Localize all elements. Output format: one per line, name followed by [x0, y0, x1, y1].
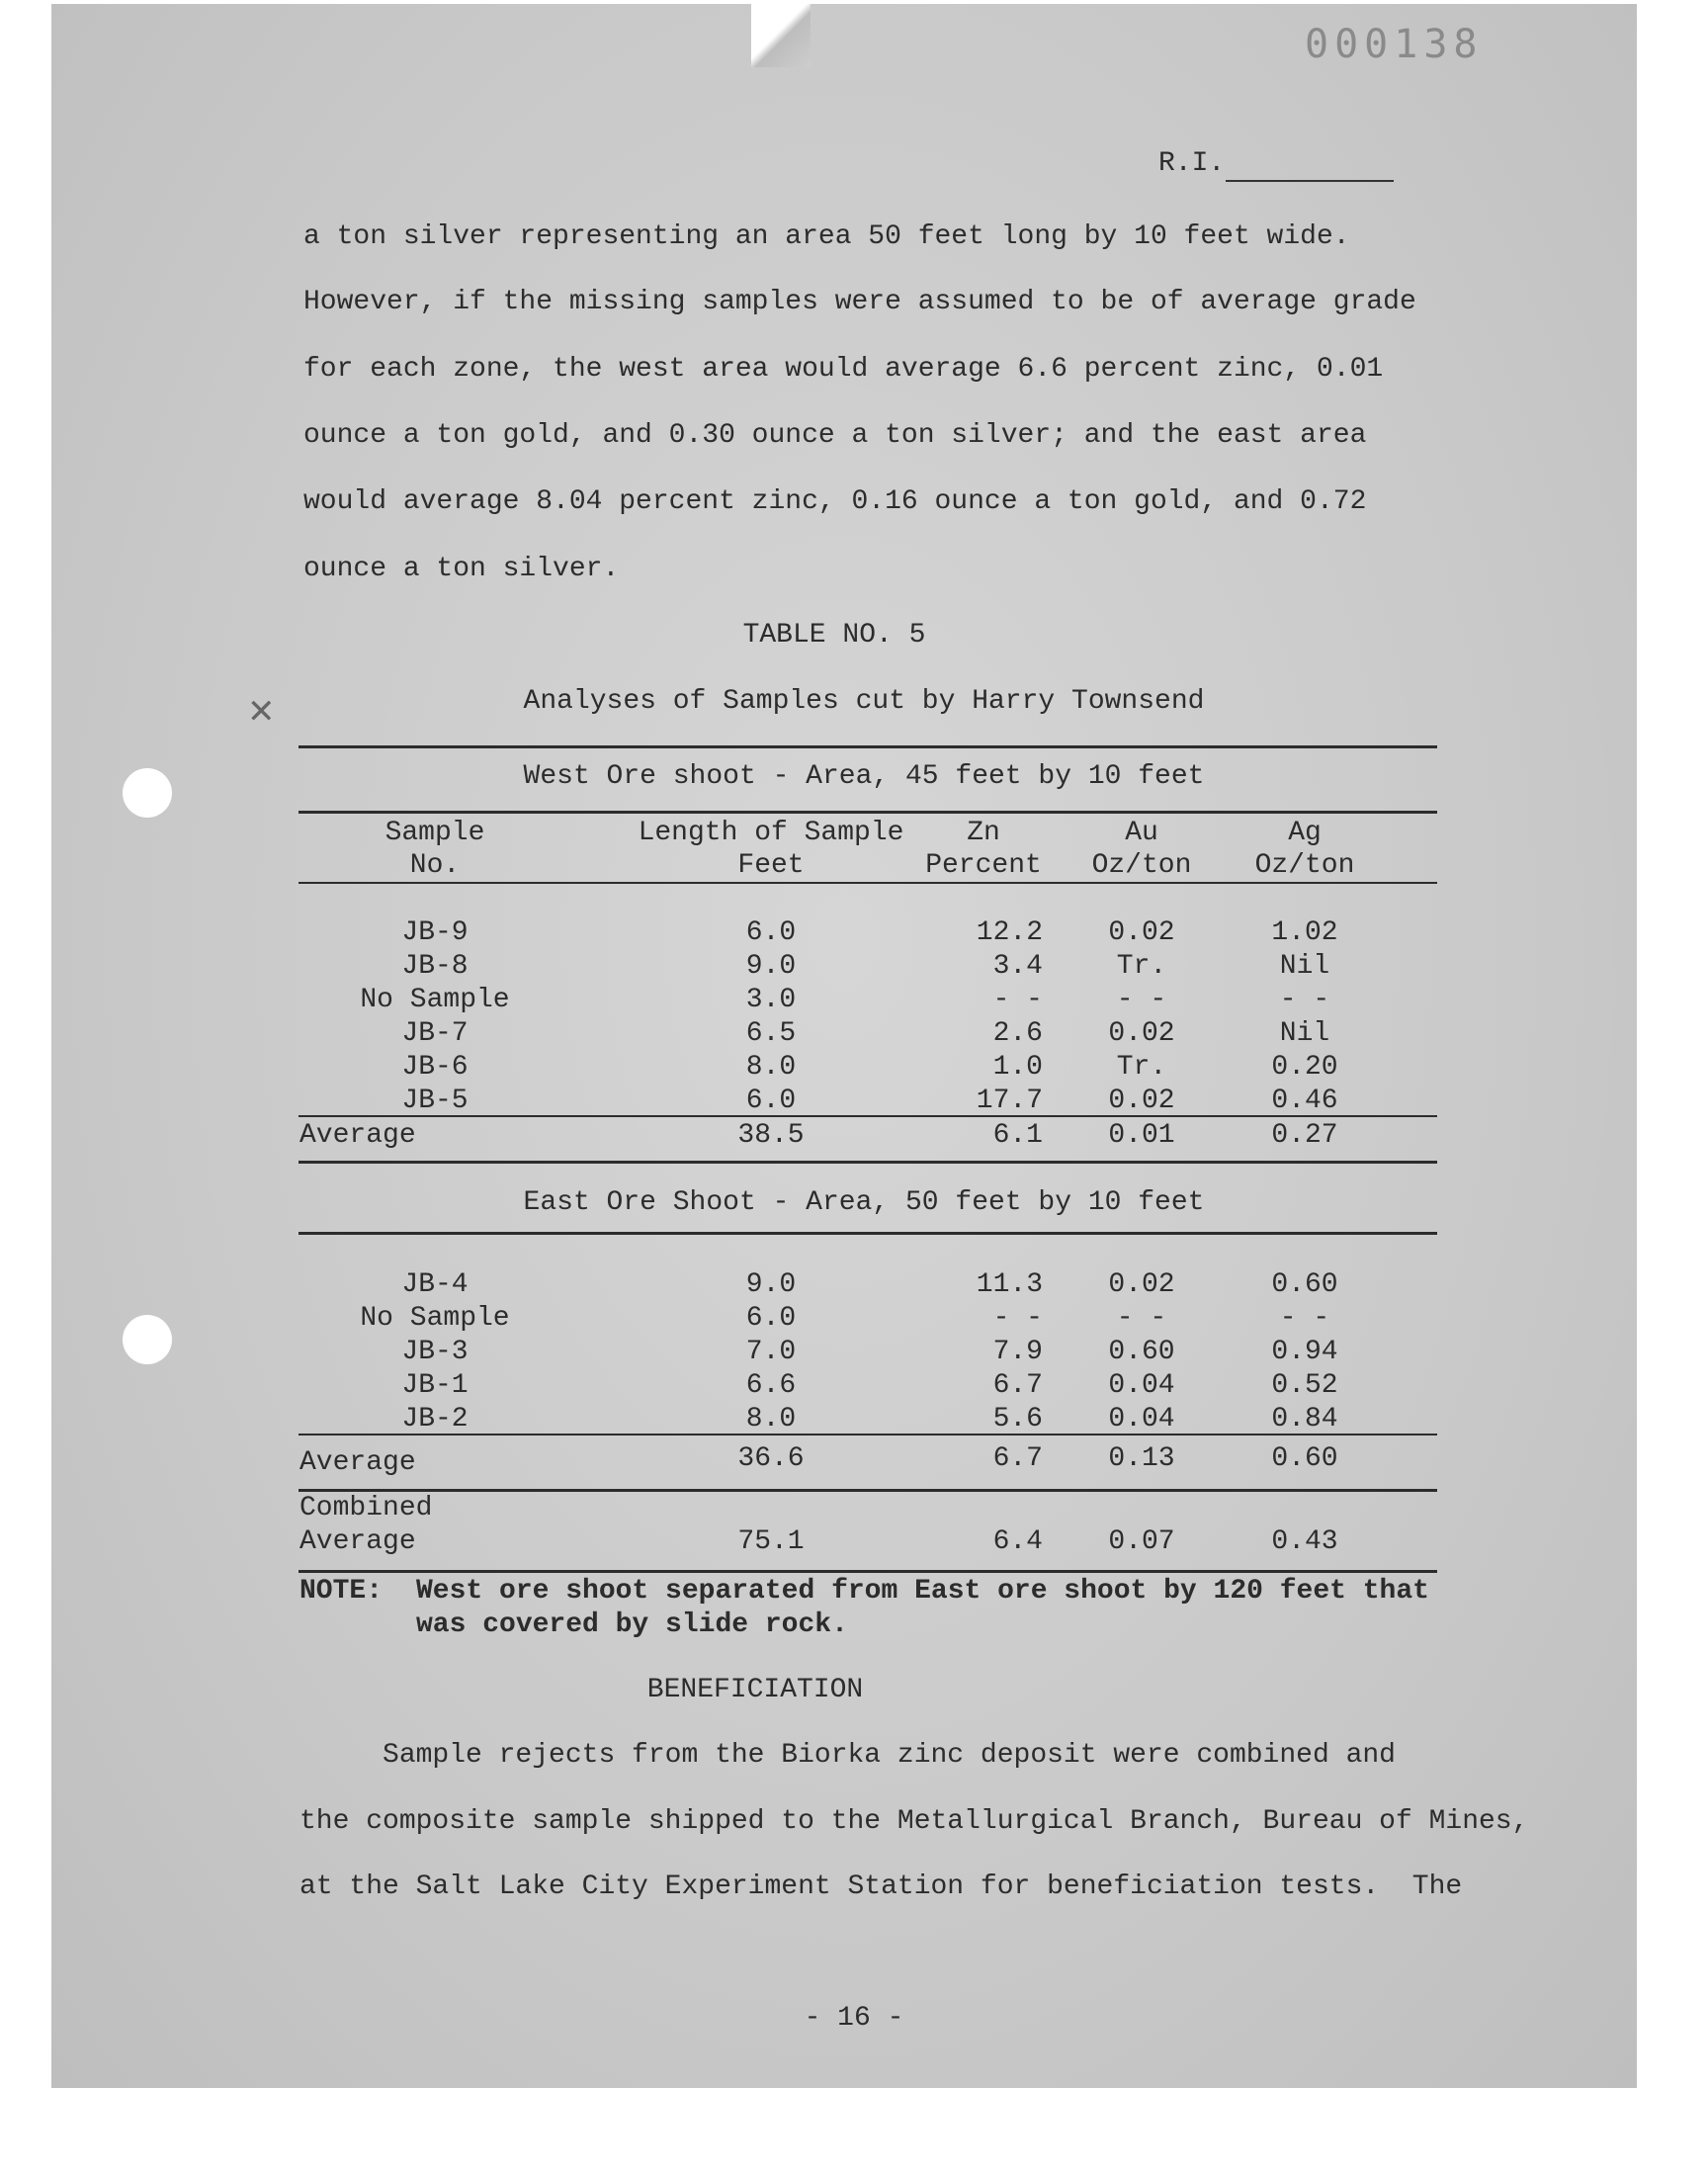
au-cell: 0.02 — [1108, 1269, 1175, 1300]
length-cell: 6.0 — [745, 917, 797, 948]
ag-cell: 1.02 — [1271, 917, 1338, 948]
document-stamp-number: 000138 — [1305, 22, 1484, 67]
ag-cell: 0.52 — [1271, 1370, 1338, 1401]
ag-cell: 0.20 — [1271, 1052, 1338, 1083]
ag-cell: - - — [1279, 1303, 1330, 1334]
east-section-title: East Ore Shoot - Area, 50 feet by 10 feet — [523, 1187, 1205, 1218]
east-top-rule — [299, 1161, 1437, 1164]
ri-label: R.I. — [1158, 148, 1226, 179]
au-cell: - - — [1116, 1303, 1167, 1334]
length-cell: 38.5 — [737, 1120, 805, 1151]
ag-cell: 0.60 — [1271, 1443, 1338, 1474]
paragraph-line: ounce a ton silver. — [303, 554, 620, 584]
au-cell: 0.02 — [1108, 1086, 1175, 1116]
punch-hole-bottom — [123, 1315, 172, 1364]
sample-cell: No Sample — [360, 985, 510, 1015]
ag-cell: - - — [1279, 985, 1330, 1015]
au-cell: 0.02 — [1108, 917, 1175, 948]
header-length-bottom: Feet — [737, 850, 805, 881]
zn-cell: 2.6 — [992, 1018, 1043, 1049]
sample-cell: JB-2 — [401, 1404, 469, 1435]
ag-cell: Nil — [1279, 951, 1330, 982]
zn-cell: 17.7 — [976, 1086, 1043, 1116]
zn-cell: - - — [992, 1303, 1043, 1334]
ag-cell: 0.60 — [1271, 1269, 1338, 1300]
paragraph-line: However, if the missing samples were assumed to be of average grade — [303, 287, 1416, 317]
paragraph-line: a ton silver representing an area 50 feet long by 10 feet wide. — [303, 221, 1350, 252]
length-cell: 75.1 — [737, 1526, 805, 1557]
ag-cell: 0.46 — [1271, 1086, 1338, 1116]
header-sample-bottom: No. — [409, 850, 461, 881]
length-cell: 6.0 — [745, 1086, 797, 1116]
paragraph-line: would average 8.04 percent zinc, 0.16 ounce a ton gold, and 0.72 — [303, 486, 1367, 517]
paragraph-line: Sample rejects from the Biorka zinc deposit were combined and — [299, 1740, 1396, 1771]
zn-cell: 6.1 — [992, 1120, 1043, 1151]
header-au-top: Au — [1125, 818, 1158, 848]
header-zn-top: Zn — [967, 818, 1000, 848]
zn-cell: 11.3 — [976, 1269, 1043, 1300]
ag-cell: 0.84 — [1271, 1404, 1338, 1435]
au-cell: 0.60 — [1108, 1337, 1175, 1367]
combined-top-rule — [299, 1489, 1437, 1492]
ag-cell: 0.94 — [1271, 1337, 1338, 1367]
ri-number-blank — [1226, 180, 1394, 182]
table-number: TABLE NO. 5 — [742, 620, 926, 651]
au-cell: 0.04 — [1108, 1370, 1175, 1401]
west-average-rule — [299, 1115, 1437, 1117]
combined-label-bottom: Average — [299, 1526, 416, 1557]
sample-cell: JB-1 — [401, 1370, 469, 1401]
length-cell: 7.0 — [745, 1337, 797, 1367]
east-average-rule — [299, 1434, 1437, 1436]
sample-cell: JB-5 — [401, 1086, 469, 1116]
length-cell: 36.6 — [737, 1443, 805, 1474]
header-top-rule — [299, 811, 1437, 814]
sample-cell: JB-4 — [401, 1269, 469, 1300]
zn-cell: 12.2 — [976, 917, 1043, 948]
sample-cell: JB-6 — [401, 1052, 469, 1083]
sample-cell: JB-8 — [401, 951, 469, 982]
zn-cell: 5.6 — [992, 1404, 1043, 1435]
sample-cell: JB-7 — [401, 1018, 469, 1049]
paragraph-line: at the Salt Lake City Experiment Station for beneficiation tests. The — [299, 1871, 1463, 1902]
section-heading: BENEFICIATION — [646, 1675, 864, 1705]
zn-cell: 6.7 — [992, 1370, 1043, 1401]
length-cell: 9.0 — [745, 951, 797, 982]
zn-cell: 3.4 — [992, 951, 1043, 982]
au-cell: 0.02 — [1108, 1018, 1175, 1049]
ag-cell: 0.27 — [1271, 1120, 1338, 1151]
header-sample-top: Sample — [384, 818, 485, 848]
ag-cell: 0.43 — [1271, 1526, 1338, 1557]
east-title-rule — [299, 1232, 1437, 1235]
au-cell: 0.04 — [1108, 1404, 1175, 1435]
paragraph-line: ounce a ton gold, and 0.30 ounce a ton silver; and the east area — [303, 420, 1367, 451]
header-length-top: Length of Sample — [638, 818, 904, 848]
au-cell: 0.13 — [1108, 1443, 1175, 1474]
zn-cell: 1.0 — [992, 1052, 1043, 1083]
zn-cell: - - — [992, 985, 1043, 1015]
west-section-title: West Ore shoot - Area, 45 feet by 10 feet — [523, 761, 1205, 792]
header-zn-bottom: Percent — [925, 850, 1042, 881]
length-cell: 6.0 — [745, 1303, 797, 1334]
header-au-bottom: Oz/ton — [1091, 850, 1192, 881]
au-cell: 0.01 — [1108, 1120, 1175, 1151]
page-number: - 16 - — [804, 2003, 904, 2034]
sample-cell: JB-3 — [401, 1337, 469, 1367]
length-cell: 6.6 — [745, 1370, 797, 1401]
au-cell: Tr. — [1116, 1052, 1167, 1083]
zn-cell: 7.9 — [992, 1337, 1043, 1367]
average-label: Average — [299, 1120, 416, 1151]
sample-cell: No Sample — [360, 1303, 510, 1334]
header-bottom-rule — [299, 882, 1437, 884]
table-bottom-rule — [299, 1570, 1437, 1573]
table-top-rule — [299, 745, 1437, 748]
zn-cell: 6.7 — [992, 1443, 1043, 1474]
length-cell: 9.0 — [745, 1269, 797, 1300]
ag-cell: Nil — [1279, 1018, 1330, 1049]
header-ag-top: Ag — [1288, 818, 1322, 848]
combined-label-top: Combined — [299, 1493, 433, 1523]
table-caption: Analyses of Samples cut by Harry Townsend — [523, 686, 1205, 717]
paragraph-line: the composite sample shipped to the Metallurgical Branch, Bureau of Mines, — [299, 1806, 1529, 1837]
au-cell: - - — [1116, 985, 1167, 1015]
note-line: West ore shoot separated from East ore shoot by 120 feet that — [416, 1576, 1429, 1607]
folded-corner — [751, 4, 811, 67]
length-cell: 8.0 — [745, 1052, 797, 1083]
length-cell: 3.0 — [745, 985, 797, 1015]
length-cell: 6.5 — [745, 1018, 797, 1049]
margin-mark-x: ✕ — [247, 692, 276, 732]
paragraph-line: for each zone, the west area would average 6.6 percent zinc, 0.01 — [303, 354, 1384, 385]
note-label: NOTE: — [299, 1576, 384, 1607]
length-cell: 8.0 — [745, 1404, 797, 1435]
au-cell: 0.07 — [1108, 1526, 1175, 1557]
sample-cell: JB-9 — [401, 917, 469, 948]
header-ag-bottom: Oz/ton — [1254, 850, 1355, 881]
note-line: was covered by slide rock. — [416, 1610, 848, 1640]
au-cell: Tr. — [1116, 951, 1167, 982]
zn-cell: 6.4 — [992, 1526, 1043, 1557]
average-label: Average — [299, 1447, 416, 1478]
